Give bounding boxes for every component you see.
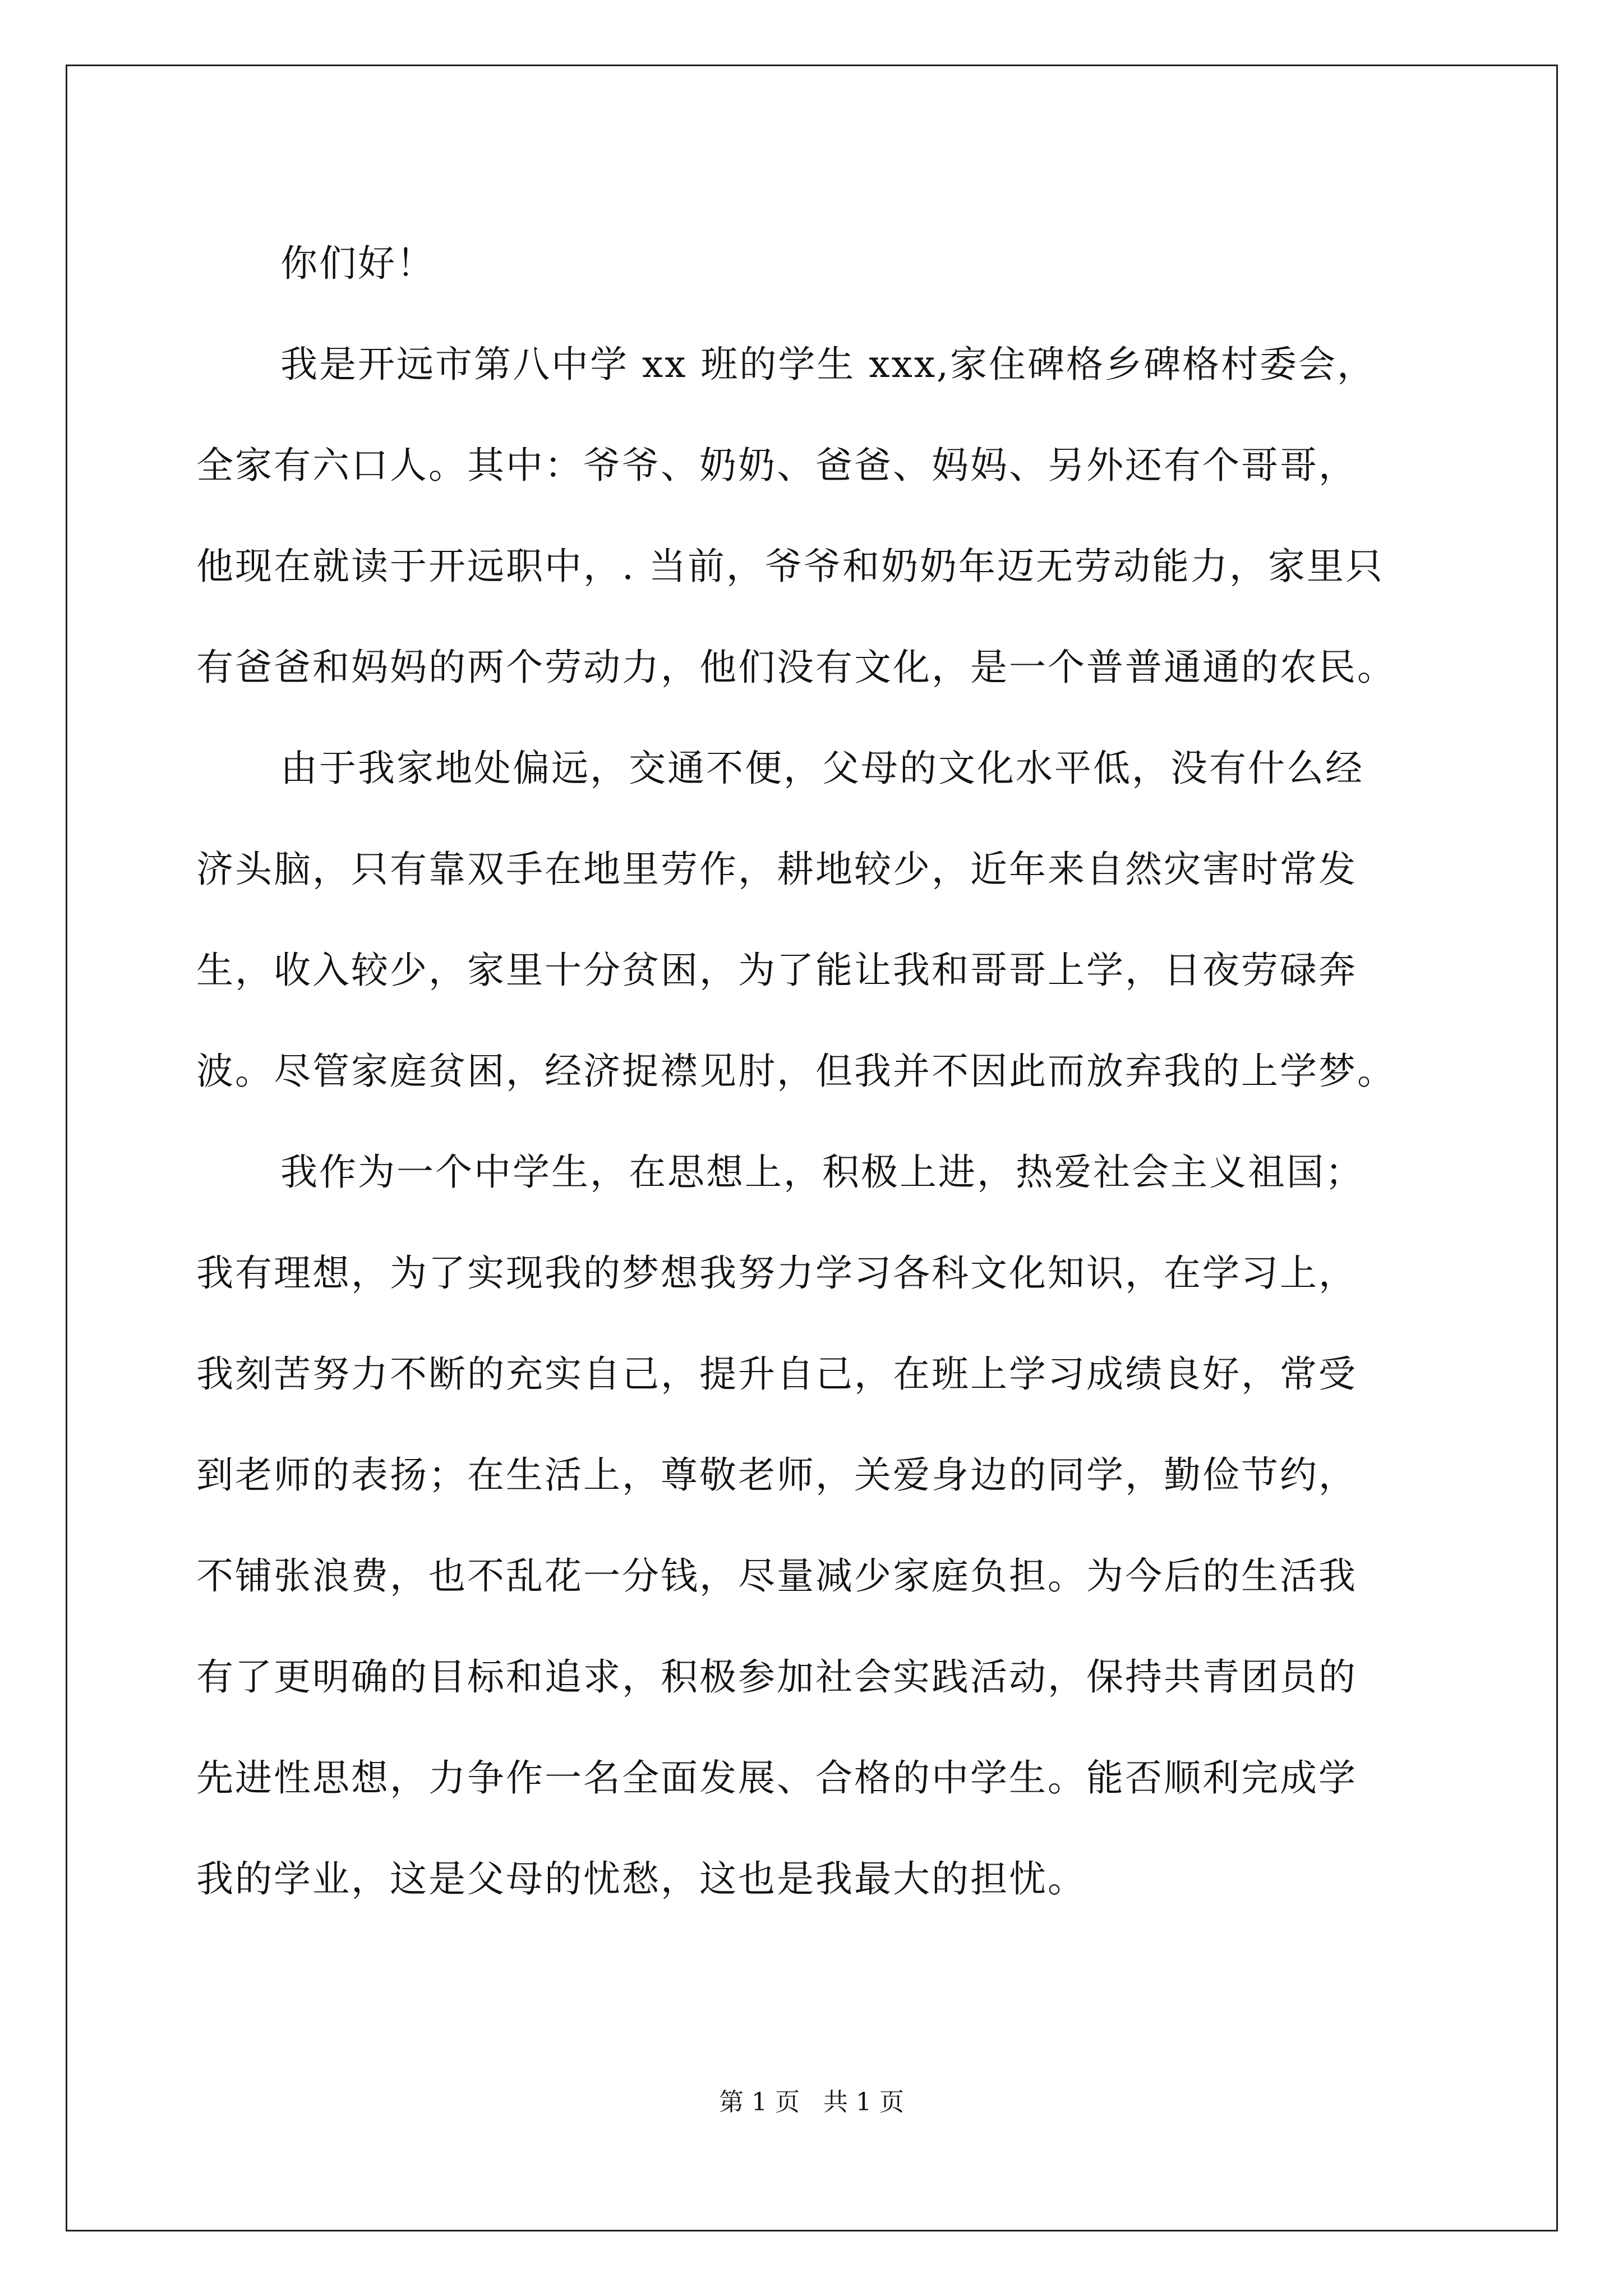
- text-line: 他现在就读于开远职中，. 当前，爷爷和奶奶年迈无劳动能力，家里只: [196, 545, 1384, 588]
- text-line: 先进性思想，力争作一名全面发展、合格的中学生。能否顺利完成学: [196, 1756, 1357, 1800]
- text-line: 有爸爸和妈妈的两个劳动力，他们没有文化，是一个普普通通的农民。: [196, 646, 1396, 689]
- text-line: 到老师的表扬；在生活上，尊敬老师，关爱身边的同学，勤俭节约，: [196, 1453, 1357, 1497]
- text-line: 全家有六口人。其中：爷爷、奶奶、爸爸、妈妈、另外还有个哥哥，: [196, 444, 1357, 487]
- text-line: 波。尽管家庭贫困，经济捉襟见肘，但我并不因此而放弃我的上学梦。: [196, 1050, 1396, 1093]
- text-line: 有了更明确的目标和追求，积极参加社会实践活动，保持共青团员的: [196, 1655, 1357, 1699]
- text-line: 不铺张浪费，也不乱花一分钱，尽量减少家庭负担。为今后的生活我: [196, 1554, 1357, 1598]
- text-line: 由于我家地处偏远，交通不便，父母的文化水平低，没有什么经: [280, 747, 1364, 790]
- text-line: 我有理想，为了实现我的梦想我努力学习各科文化知识，在学习上，: [196, 1251, 1357, 1295]
- text-line: 你们好！: [280, 242, 435, 285]
- text-line: 我是开远市第八中学 xx 班的学生 xxx,家住碑格乡碑格村委会，: [280, 343, 1376, 386]
- text-line: 我的学业，这是父母的忧愁，这也是我最大的担忧。: [196, 1857, 1086, 1901]
- text-line: 我刻苦努力不断的充实自己，提升自己，在班上学习成绩良好，常受: [196, 1352, 1357, 1396]
- text-line: 济头脑，只有靠双手在地里劳作，耕地较少，近年来自然灾害时常发: [196, 848, 1357, 891]
- page-number-footer: 第 1 页 共 1 页: [719, 2088, 904, 2116]
- text-line: 生，收入较少，家里十分贫困，为了能让我和哥哥上学，日夜劳碌奔: [196, 949, 1357, 992]
- document-body: [196, 213, 1447, 1930]
- text-line: 我作为一个中学生，在思想上，积极上进，热爱社会主义祖国；: [280, 1151, 1364, 1194]
